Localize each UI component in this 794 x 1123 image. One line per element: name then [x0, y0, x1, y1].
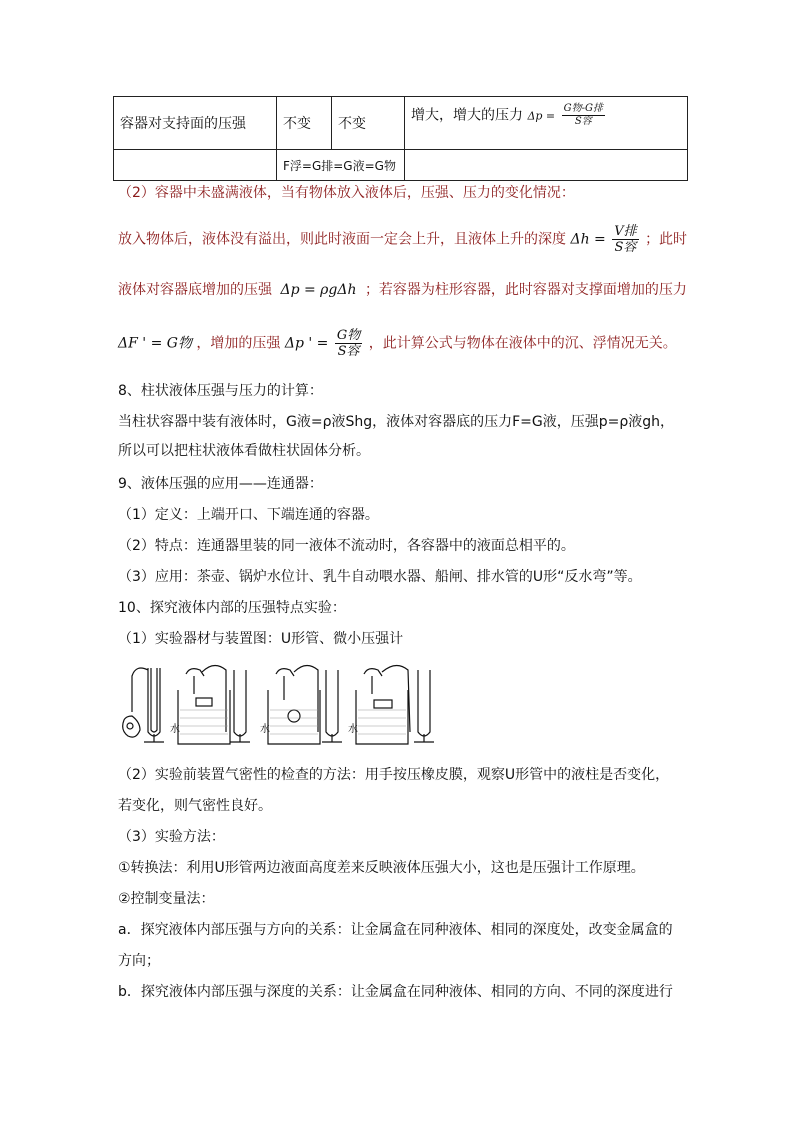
cell-text: 增大，增大的压力 [411, 107, 523, 124]
fraction-denominator: S容 [337, 344, 360, 359]
table-cell-label: 容器对支持面的压强 [114, 97, 277, 150]
formula-lhs: Δp ' = [284, 335, 329, 352]
formula-lhs: Δp = [527, 109, 556, 123]
paragraph-line: ①转换法：利用U形管两边液面高度差来反映液体压强大小，这也是压强计工作原理。 [118, 860, 645, 876]
text-segment: ；若容器为柱形容器，此时容器对支撑面增加的压力 [364, 282, 687, 298]
text-segment: ，增加的压强 [196, 335, 281, 352]
paragraph-line: ②控制变量法： [118, 891, 215, 907]
fraction-numerator: G物-G排 [563, 103, 603, 114]
table-cell: 不变 [332, 97, 405, 150]
table-cell-formula [405, 97, 688, 150]
table-cell-formula: F浮=G排=G液=G物 [277, 150, 405, 181]
paragraph-line: 所以可以把柱状液体看做柱状固体分析。 [118, 443, 370, 459]
section-heading: 9、液体压强的应用——连通器： [118, 476, 323, 492]
table-cell-empty [114, 150, 277, 181]
paragraph-line: a．探究液体内部压强与方向的关系：让金属盒在同种液体、相同的深度处，改变金属盒的 [118, 922, 673, 938]
formula-fraction [612, 224, 638, 255]
figure-label: 水 [170, 724, 180, 735]
table-cell-empty [405, 150, 688, 181]
figure-label: 水 [260, 724, 270, 735]
formula: Δp = ρgΔh [280, 282, 357, 298]
fraction-denominator: S容 [614, 240, 637, 255]
table-row [114, 150, 688, 181]
paragraph-line: 当柱状容器中装有液体时，G液=ρ液Shg，液体对容器底的压力F=G液，压强p=ρ液gh， [118, 414, 675, 430]
paragraph-line [118, 224, 687, 255]
fraction-numerator: G物 [336, 328, 361, 343]
section-heading: 10、探究液体内部的压强特点实验： [118, 600, 346, 616]
experiment-figure [118, 660, 436, 752]
fraction-numerator: V排 [614, 224, 637, 239]
section-heading: 8、柱状液体压强与压力的计算： [118, 383, 323, 399]
paragraph-line: （2）特点：连通器里装的同一液体不流动时，各容器中的液面总相平的。 [118, 538, 575, 554]
text-segment: 液体对容器底增加的压强 [118, 282, 272, 298]
formula-fraction [335, 328, 362, 359]
paragraph-line: 若变化，则气密性良好。 [118, 798, 272, 814]
paragraph-line: （1）定义：上端开口、下端连通的容器。 [118, 507, 379, 523]
formula: ΔF ' = G物 [118, 335, 192, 352]
paragraph-line: （2）容器中未盛满液体，当有物体放入液体后，压强、压力的变化情况： [118, 185, 575, 201]
table-cell: 不变 [277, 97, 332, 150]
text-segment: ；此时 [645, 231, 688, 248]
formula-lhs: Δh = [570, 231, 606, 248]
paragraph-line: （1）实验器材与装置图：U形管、微小压强计 [118, 631, 404, 647]
paragraph-line: （2）实验前装置气密性的检查的方法：用手按压橡皮膜，观察U形管中的液柱是否变化， [118, 767, 670, 783]
figure-label: 水 [348, 724, 358, 735]
paragraph-line: 方向； [118, 953, 160, 969]
paragraph-line: b．探究液体内部压强与深度的关系：让金属盒在同种液体、相同的方向、不同的深度进行 [118, 984, 673, 1000]
text-segment: 放入物体后，液体没有溢出，则此时液面一定会上升，且液体上升的深度 [118, 231, 566, 248]
pressure-table [113, 96, 688, 181]
paragraph-line: （3）实验方法： [118, 829, 225, 845]
paragraph-line [118, 328, 677, 359]
paragraph-line: （3）应用：茶壶、锅炉水位计、乳牛自动喂水器、船闸、排水管的U形“反水弯”等。 [118, 569, 642, 585]
formula-fraction [562, 103, 605, 128]
fraction-denominator: S容 [574, 116, 592, 127]
table-row [114, 97, 688, 150]
paragraph-line [118, 280, 687, 300]
text-segment: ，此计算公式与物体在液体中的沉、浮情况无关。 [368, 335, 677, 352]
